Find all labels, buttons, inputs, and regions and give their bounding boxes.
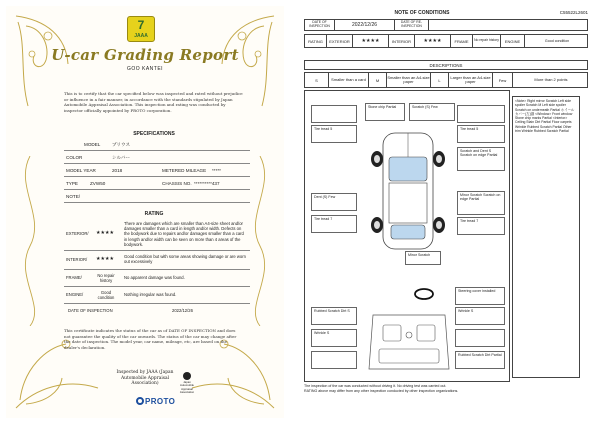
damage-panel (311, 105, 357, 123)
spec-row-year: MODEL YEAR 2018 METERED MILEAGE ***** (64, 165, 250, 177)
rating-row-frame: FRAME/ No repair history No apparent damage was found. (64, 270, 250, 287)
damage-panel: Tire tread 7 (311, 215, 357, 233)
grading-certificate (6, 6, 284, 418)
damage-panel: Scratch and Dent S Scratch on edge Partial (457, 147, 505, 171)
rating-row-engine: ENGINE/ Good condition Nothing irregular was found. (64, 287, 250, 304)
legend-row: S Smaller than a card M Smaller than an A4-size paper L Larger than an A4-size paper Few More than 2 points (304, 72, 588, 88)
jaaa-logo: Japan Automobile Appraisal Association (176, 372, 198, 395)
spec-row-type: TYPE ZVW50 CHASSIS NO. **********437 (64, 178, 250, 190)
rating-row-date: DATE OF INSPECTION 2022/12/26 (68, 308, 193, 313)
damage-panel (311, 351, 357, 369)
damage-panel: Wrinkle S (455, 307, 505, 325)
car-interior-icon (365, 309, 453, 377)
proto-logo: PROTO (136, 397, 175, 406)
damage-panel: Scratch (S) Few (409, 103, 455, 121)
side-ornament-icon (10, 156, 50, 326)
goo-logo: 7 JAAA (127, 16, 155, 42)
proto-emblem-icon (136, 397, 144, 405)
damage-panel: Dent (S) Few (311, 193, 357, 211)
damage-panel: Minor Scratch (405, 251, 441, 265)
certificate-intro: This is to certify that the car specified below was inspected and rated without prejudice or influence in a fair manner, in accordance with the standards stipulated by Japan Automobile Appraisal Association. This inspection and rating was conducted by inspector officially appointed by PROTO corporation. (64, 91, 243, 113)
date-row: DATE OF INSPECTION 2022/12/26 DATE OF RE-INSPECTION (304, 19, 588, 31)
damage-panel: Steering cover installed (455, 287, 505, 305)
specifications-title: SPECIFICATIONS (133, 131, 175, 137)
steering-wheel-icon (413, 287, 435, 301)
certificate-footer: This certificate indicates the status of the car as of DATE OF INSPECTION and does not guarantee the quality of the car onwards. The status of the car may change after the date of inspection. The model year, car name, mileage, etc, are based on the dealer's declaration. (64, 328, 237, 350)
car-top-view-icon (365, 129, 451, 253)
damage-panel: Minor Scratch Scratch on edge Partial (457, 191, 505, 215)
damage-panel (457, 105, 505, 123)
spec-row-model: MODEL プリウス (64, 139, 250, 151)
rating-row: RATING EXTERIOR ★★★★ INTERIOR ★★★★ FRAME No repair history ENGINE Good condition (304, 34, 588, 48)
rating-row-interior: INTERIOR/ ★★★★ Good condition but with some areas showing damage or are worn out excessively (64, 251, 250, 270)
certificate-subtitle: GOO KANTEI (126, 66, 164, 72)
descriptions-title: DESCRIPTIONS (304, 60, 588, 70)
damage-panel: Tire tread 5 (311, 125, 357, 143)
damage-panel: Rubbed Scratch Dirt Partial (455, 351, 505, 369)
damage-panel: Tire tread 7 (457, 217, 505, 235)
note-title: NOTE OF CONDITIONS (394, 10, 450, 16)
note-of-conditions (304, 10, 588, 410)
damage-panel (455, 329, 505, 347)
certificate-title: U-car Grading Report (51, 46, 239, 64)
note-footnote: The inspection of the car was conducted without driving it. No driving test was carried out. RATING above may differ from any other inspection conducted by other inspection organizations. (304, 384, 459, 393)
damage-panel: Rubbed Scratch Dirt S (311, 307, 357, 325)
spec-row-color: COLOR シルバー (64, 152, 250, 164)
damage-diagram (304, 90, 510, 382)
remarks-column: <Note> Right mirror Scratch Left side spoiler Scratch M Left side spoiler Scratch on underneath Partial ホイールカバー(左)割 <Window> Front window Stone chip marks Partial <Interior> Ceiling Stain Dirt Partial Floor carpets Wrinkle Rubbed Scratch Partial Other trim Wrinkle Rubbed Scratch Partial (512, 96, 580, 378)
rating-row-exterior: EXTERIOR/ ★★★★ There are damages which are smaller than A4-size sheet and/or damages smaller than a card in length and/or width. Defects on the bodywork due to repairs and/or damages smaller than a card in length and/or width can be seen on more than 4 areas of the bodywork. (64, 219, 250, 251)
damage-panel: Stone chip Partial (365, 103, 405, 121)
spec-row-note: NOTE/ (64, 191, 250, 203)
rating-title: RATING (144, 211, 164, 217)
jaaa-emblem-icon (183, 372, 191, 380)
note-code: C55522L2601 (559, 10, 588, 15)
damage-panel: Tire tread 5 (457, 125, 505, 143)
damage-panel: Wrinkle S (311, 329, 357, 347)
inspected-by: Inspected by JAAA (Japan Automobile Appraisal Association) (116, 370, 174, 387)
